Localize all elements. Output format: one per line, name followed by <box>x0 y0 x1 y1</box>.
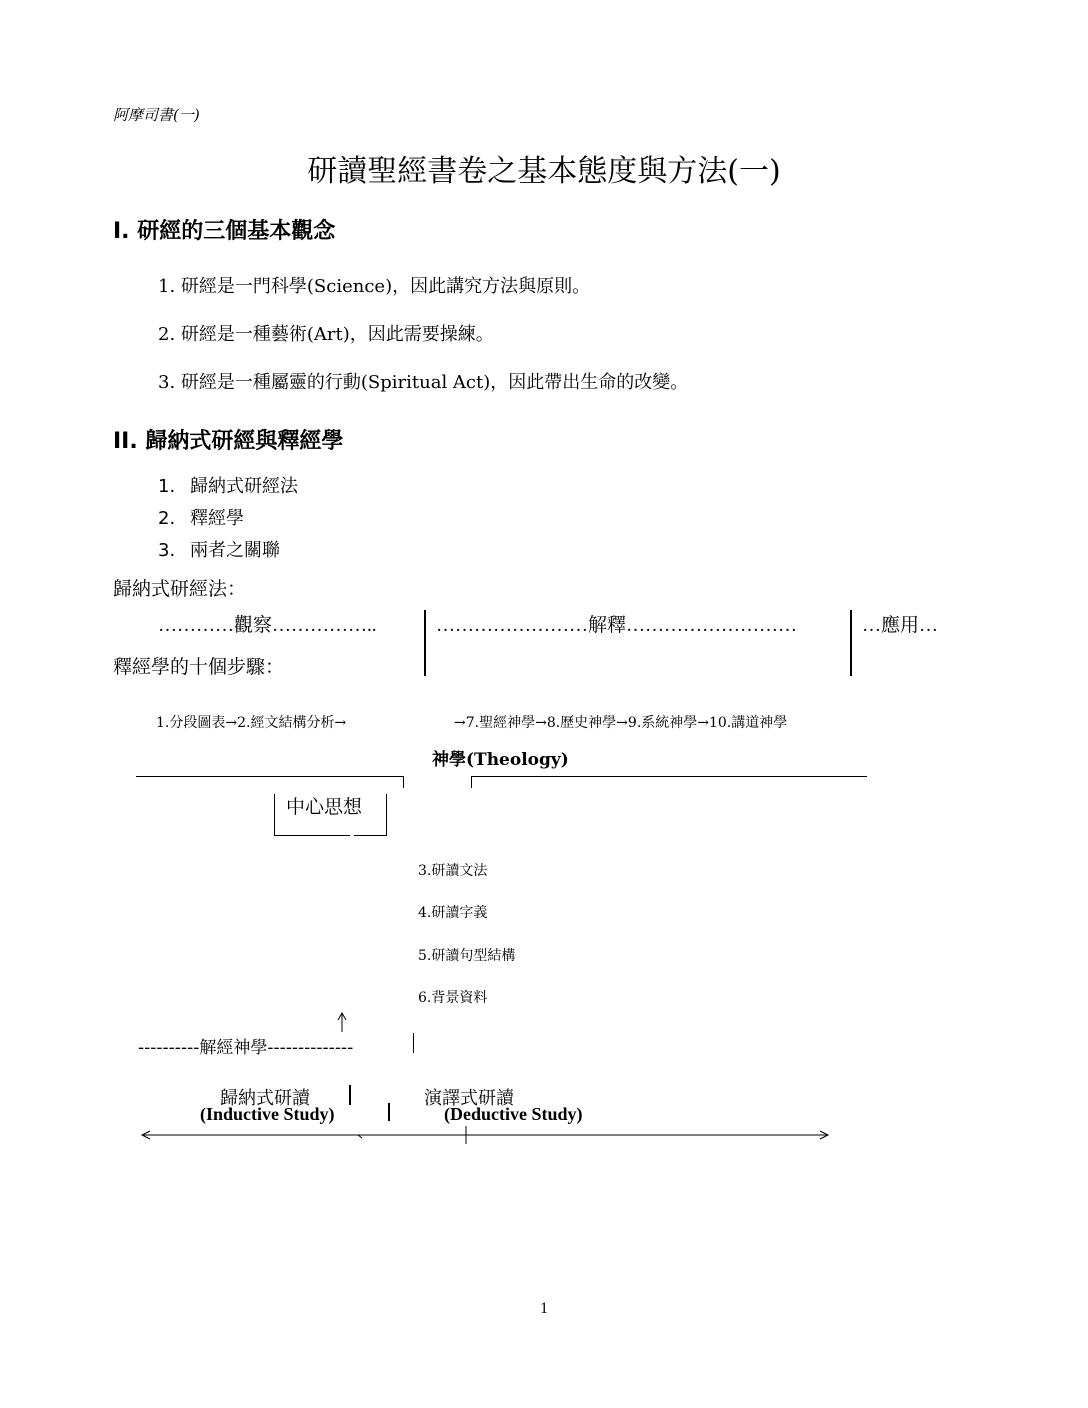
deductive-study-cn: 演譯式研讀 <box>424 1088 514 1109</box>
step-5: 5.研讀句型結構 <box>418 948 516 964</box>
running-header: 阿摩司書(一) <box>113 106 200 124</box>
list-item-text: 釋經學 <box>190 508 244 529</box>
steps-left: 1.分段圖表→2.經文結構分析→ <box>156 715 347 731</box>
list-item-number: 1. <box>158 476 176 497</box>
deductive-study-en: (Deductive Study) <box>444 1104 583 1124</box>
concept-point-3: 3. 研經是一種屬靈的行動(Spiritual Act)，因此帶出生命的改變。 <box>158 372 689 393</box>
concept-point-1: 1. 研經是一門科學(Science)，因此講究方法與原則。 <box>158 276 591 297</box>
exegetical-theology: ----------解經神學-------------- <box>138 1038 354 1058</box>
page-number: 1 <box>540 1300 548 1317</box>
section-1-heading: I. 研經的三個基本觀念 <box>113 219 336 244</box>
apply-stage: …應用… <box>862 615 939 636</box>
hermeneutics-steps-label: 釋經學的十個步驟： <box>113 656 285 678</box>
step-3: 3.研讀文法 <box>418 863 488 879</box>
section-2-heading: II. 歸納式研經與釋經學 <box>113 429 344 454</box>
divider-mark <box>349 1085 351 1105</box>
steps-right: →7.聖經神學→8.歷史神學→9.系統神學→10.講道神學 <box>454 715 788 731</box>
inductive-study-en: (Inductive Study) <box>200 1104 335 1124</box>
inductive-method-label: 歸納式研經法： <box>113 578 247 600</box>
center-idea: 中心思想 <box>286 796 363 818</box>
divider-mark <box>413 1033 414 1053</box>
page-title: 研讀聖經書卷之基本態度與方法(一) <box>307 154 781 189</box>
theology-text: 神學(Theology) <box>432 750 569 770</box>
concept-point-2: 2. 研經是一種藝術(Art)，因此需要操練。 <box>158 324 494 345</box>
step-6: 6.背景資料 <box>418 990 488 1006</box>
interpret-stage: ……………………解釋……………………… <box>436 615 798 636</box>
list-item-text: 歸納式研經法 <box>190 476 298 497</box>
list-item-text: 兩者之關聯 <box>190 540 280 561</box>
list-item-number: 2. <box>158 508 176 529</box>
step-4: 4.研讀字義 <box>418 905 488 921</box>
list-item-number: 3. <box>158 540 176 561</box>
observe-stage: …………觀察…………….. <box>158 615 377 636</box>
divider-mark <box>388 1103 390 1121</box>
inductive-study-cn: 歸納式研讀 <box>220 1088 310 1109</box>
